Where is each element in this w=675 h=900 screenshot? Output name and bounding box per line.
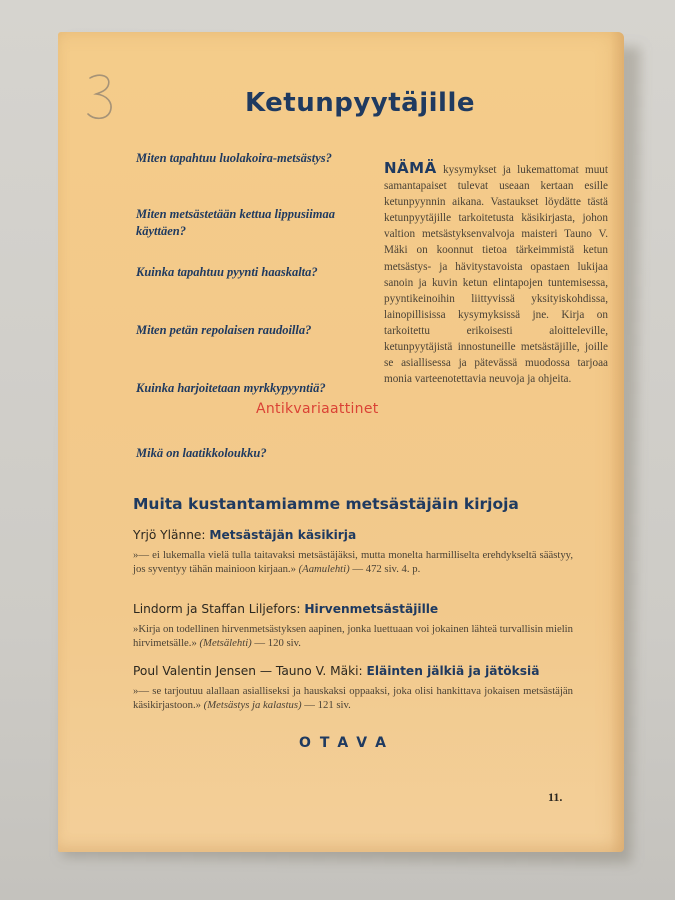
question-6: Mikä on laatikkoloukku? (136, 446, 267, 460)
book-entry-2 (133, 602, 573, 650)
book-title: Eläinten jälkiä ja jätöksiä (366, 664, 540, 678)
book-source: (Aamulehti) (298, 563, 350, 576)
watermark-text: Antikvariaattinet (256, 401, 379, 417)
book-page (58, 32, 624, 852)
section-title: Muita kustantamiamme metsästäjäin kirjoja (133, 495, 519, 513)
book-quote: »— se tarjoutuu alallaan asialliseksi ja hauskaksi oppaaksi, joka olisi hankittava jokaisen metsästäjän käsikirjastoon.» (133, 685, 573, 712)
book-heading (133, 602, 573, 616)
book-author: Lindorm ja Staffan Liljefors: (133, 602, 305, 616)
book-entry-3 (133, 664, 573, 712)
intro-text: kysymykset ja lukemattomat muut samantapaiset tulevat useaan kertaan esille ketunpyynnin aikana. Vastaukset löydätte tästä ketunpyytäjille tarkoitetusta käsikirjasta, johon valtion metsästyksenvalvoja maisteri Tauno V. Mäki on koonnut tietoa tärkeimmistä ketun metsästys- ja hävitystavoista opastaen lukijaa sanoin ja kuvin ketun elintapojen tuntemisessa, pyyntikeinoihin liittyvissä yksityiskohdissa, lainopillisissa kysymyksissä jne. Kirja on tarkoitettu erikoisesti aloitteleville, ketunpyytäjistä innostuneille metsästäjille, joille se asiallisessa ja pätevässä muodossa tarjoaa monia varteenotettavia neuvoja ja ohjeita. (384, 164, 608, 386)
question-5: Kuinka harjoitetaan myrkkypyyntiä? (136, 381, 326, 395)
book-title: Metsästäjän käsikirja (209, 528, 357, 542)
book-description (133, 684, 573, 712)
book-details: — 472 siv. 4. p. (349, 563, 421, 576)
book-description (133, 622, 573, 650)
book-title: Hirvenmetsästäjille (304, 602, 439, 616)
question-2: Miten metsästetään kettua lippusiimaa käyttäen? (136, 207, 335, 238)
book-heading (133, 528, 573, 542)
intro-lead: NÄMÄ (384, 159, 437, 177)
page-title: Ketunpyytäjille (244, 88, 476, 118)
book-quote: »Kirja on todellinen hirvenmetsästyksen aapinen, jonka luettuaan voi jokainen lähteä turvallisin mielin hirvimetsälle.» (133, 623, 573, 650)
book-entry-1 (133, 528, 573, 576)
book-quote: »— ei lukemalla vielä tulla taitavaksi metsästäjäksi, mutta monelta harmilliselta erehdykseltä säästyy, jos syventyy tähän mainioon kirjaan.» (133, 549, 573, 576)
book-heading (133, 664, 573, 678)
question-4: Miten petän repolaisen raudoilla? (136, 323, 312, 337)
publisher-name: OTAVA (299, 735, 395, 751)
page-number: 11. (548, 790, 563, 804)
book-author: Yrjö Ylänne: (133, 528, 210, 542)
book-description (133, 548, 573, 576)
book-source: (Metsälehti) (199, 637, 252, 650)
book-details: — 121 siv. (301, 699, 351, 712)
question-1: Miten tapahtuu luolakoira-metsästys? (136, 151, 332, 165)
book-source: (Metsästys ja kalastus) (203, 699, 302, 712)
intro-paragraph (384, 160, 608, 387)
page-edge-shading (610, 32, 624, 852)
question-3: Kuinka tapahtuu pyynti haaskalta? (136, 265, 318, 279)
book-author: Poul Valentin Jensen — Tauno V. Mäki: (133, 664, 367, 678)
book-details: — 120 siv. (251, 637, 301, 650)
